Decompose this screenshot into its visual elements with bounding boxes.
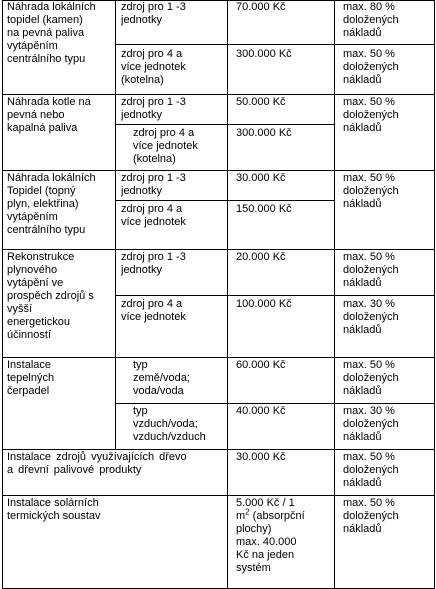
amount-cell: 150.000 Kč [236, 203, 292, 215]
source-cell: zdroj pro 4 a více jednotek [121, 298, 186, 323]
grid-line [115, 295, 435, 296]
amount-cell: 300.000 Kč [236, 48, 292, 60]
amount-cell: 40.000 Kč [236, 405, 286, 417]
source-cell: zdroj pro 4 a více jednotek [121, 203, 186, 228]
source-cell: zdroj pro 1 -3 jednotky [121, 172, 186, 197]
amount-cell: 70.000 Kč [236, 1, 286, 13]
grid-line [115, 44, 435, 45]
source-cell: typ vzduch/voda; vzduch/vzduch [133, 405, 206, 443]
grid-line [115, 0, 116, 449]
grid-line [2, 357, 435, 358]
measure-cell: Rekonstrukce plynového vytápění ve prospěch zdrojů s vyšší energetickou účinností [7, 251, 94, 341]
measure-cell: Náhrada lokálních topidel (kamen) na pevná paliva vytápěním centrálního typu [7, 1, 96, 65]
grid-line [2, 170, 435, 171]
support-cell: max. 50 % doložených nákladů [343, 451, 399, 489]
measure-cell: Náhrada kotle na pevná nebo kapalná paliva [7, 96, 91, 134]
amount-cell: 50.000 Kč [236, 96, 286, 108]
amount-cell: 30.000 Kč [236, 172, 286, 184]
measure-cell: Instalace solárních termických soustav [7, 497, 101, 522]
support-cell: max. 50 % doložených nákladů [343, 172, 399, 210]
source-cell: typ země/voda; voda/voda [133, 359, 190, 397]
amount-cell: 100.000 Kč [236, 298, 292, 310]
support-cell: max. 50 % doložených nákladů [343, 48, 399, 86]
grid-line [2, 249, 435, 250]
measure-cell: Instalace tepelných čerpadel [7, 359, 55, 397]
grid-line [115, 200, 335, 201]
grid-line [2, 495, 435, 496]
source-cell: zdroj pro 4 a více jednotek (kotelna) [133, 127, 198, 165]
amount-superscript: 2 [245, 507, 250, 517]
grid-line [115, 124, 335, 125]
support-cell: max. 50 % doložených nákladů [343, 96, 399, 134]
grid-line [2, 449, 435, 450]
amount-text-post: (absorpční plochy) max. 40.000 Kč na jeden systém [236, 510, 305, 574]
amount-cell: 300.000 Kč [236, 127, 292, 139]
amount-text-pre: 5.000 Kč / 1 m [236, 497, 295, 522]
amount-cell [236, 497, 332, 575]
source-cell: zdroj pro 1 -3 jednotky [121, 1, 186, 26]
amount-cell: 30.000 Kč [236, 451, 286, 463]
measure-cell: Náhrada lokálních Topidel (topný plyn, elektřina) vytápěním centrálního typu [7, 172, 96, 236]
support-cell: max. 30 % doložených nákladů [343, 405, 399, 443]
amount-cell: 20.000 Kč [236, 251, 286, 263]
measure-cell: Instalace zdrojů využívajících dřevo a dřevní palivové produkty [7, 451, 187, 476]
support-cell: max. 50 % doložených nákladů [343, 359, 399, 397]
source-cell: zdroj pro 1 -3 jednotky [121, 251, 186, 276]
support-cell: max. 50 % doložených nákladů [343, 251, 399, 289]
support-cell: max. 80 % doložených nákladů [343, 1, 399, 39]
grid-line [115, 403, 435, 404]
source-cell: zdroj pro 1 -3 jednotky [121, 96, 186, 121]
amount-cell: 60.000 Kč [236, 359, 286, 371]
support-cell: max. 50 % doložených nákladů [343, 497, 399, 535]
grid-line [2, 0, 3, 589]
source-cell: zdroj pro 4 a více jednotek (kotelna) [121, 48, 186, 86]
grid-line [2, 94, 435, 95]
support-cell: max. 30 % doložených nákladů [343, 298, 399, 336]
